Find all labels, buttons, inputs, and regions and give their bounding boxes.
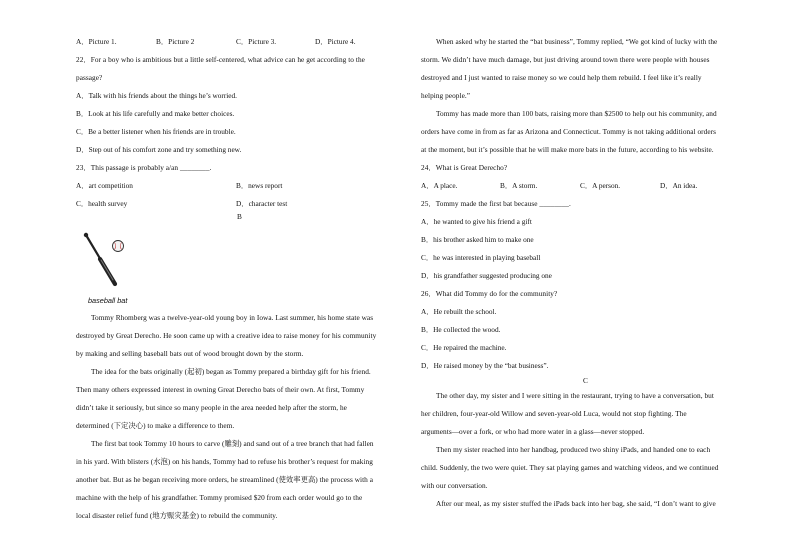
- passage-b-line: determined (下定决心) to make a difference to them.: [76, 421, 235, 430]
- passage-b-line: machine with the help of his grandfather. Tommy promised $20 from each order would go to the: [76, 493, 363, 502]
- passage-b-line: by making and selling baseball bats out of wood brought down by the storm.: [76, 349, 304, 358]
- q23-option-a[interactable]: A．art competition: [76, 181, 133, 190]
- passage-c-line: Then my sister reached into her handbag, produced two shiny iPads, and handed one to each: [436, 445, 711, 454]
- passage-c-line: arguments—over a fork, or who had more water in a glass—never stopped.: [421, 427, 645, 436]
- passage-b-line: Tommy Rhomberg was a twelve-year-old young boy in Iowa. Last summer, his home state was: [91, 313, 374, 322]
- q21-option-b[interactable]: B．Picture 2: [156, 37, 195, 46]
- passage-c-line: child. Suddenly, the two were quiet. They sat playing games and watching videos, and we continued: [421, 463, 719, 472]
- passage-b-line: Then many others expressed interest in owning Great Derecho bats of their own. At first, Tommy: [76, 385, 365, 394]
- q26-option-d[interactable]: D．He raised money by the “bat business”.: [421, 361, 549, 370]
- q25-option-a[interactable]: A．he wanted to give his friend a gift: [421, 217, 532, 226]
- passage-c-line: After our meal, as my sister stuffed the iPads back into her bag, she said, “I don’t want to give: [436, 499, 716, 508]
- q25-option-c[interactable]: C．he was interested in playing baseball: [421, 253, 541, 262]
- passage-b-line: The idea for the bats originally (起初) began as Tommy prepared a birthday gift for his friend.: [91, 367, 371, 376]
- passage-b-line: storm. We didn’t have much damage, but just driving around town there were people with houses: [421, 55, 710, 64]
- q25-option-b[interactable]: B．his brother asked him to make one: [421, 235, 534, 244]
- passage-b-line: destroyed and I just wanted to raise money so we could help them rebuild. I feel like it’s really: [421, 73, 702, 82]
- passage-b-line: The first bat took Tommy 10 hours to carve (雕刻) and sand out of a tree branch that had fallen: [91, 439, 374, 448]
- q22-option-b[interactable]: B．Look at his life carefully and make better choices.: [76, 109, 235, 118]
- q22-option-c[interactable]: C．Be a better listener when his friends are in trouble.: [76, 127, 236, 136]
- image-caption: baseball bat: [88, 296, 128, 305]
- passage-b-line: in his yard. With blisters (水泡) on his hands, Tommy had to refuse his brother’s request for making: [76, 457, 373, 466]
- passage-b-line: didn’t take it seriously, but since so many people in the area needed help after the storm, he: [76, 403, 347, 412]
- q23-stem: 23．This passage is probably a/an ________.: [76, 163, 212, 172]
- passage-c-line: her children, four-year-old Willow and seven-year-old Luca, would not stop fighting. The: [421, 409, 687, 418]
- q26-option-b[interactable]: B．He collected the wood.: [421, 325, 501, 334]
- q22-stem-line-1: 22．For a boy who is ambitious but a little self-centered, what advice can he get according to the: [76, 55, 365, 64]
- q24-option-a[interactable]: A．A place.: [421, 181, 458, 190]
- bat-icon: [84, 233, 115, 284]
- q24-option-c[interactable]: C．A person.: [580, 181, 621, 190]
- section-c-heading: C: [583, 376, 588, 385]
- q24-option-b[interactable]: B．A storm.: [500, 181, 538, 190]
- q21-option-d[interactable]: D．Picture 4.: [315, 37, 356, 46]
- passage-b-line: local disaster relief fund (地方赈灾基金) to rebuild the community.: [76, 511, 278, 520]
- q25-option-d[interactable]: D．his grandfather suggested producing one: [421, 271, 552, 280]
- passage-b-line: orders have come in from as far as Arizona and Connecticut. Tommy is not taking additional orders: [421, 127, 716, 136]
- q26-option-c[interactable]: C．He repaired the machine.: [421, 343, 507, 352]
- passage-b-line: Tommy has made more than 100 bats, raising more than $2500 to help out his community, and: [436, 109, 717, 118]
- q22-stem-line-2: passage?: [76, 73, 103, 82]
- q22-option-a[interactable]: A．Talk with his friends about the things he’s worried.: [76, 91, 238, 100]
- passage-b-line: helping people.”: [421, 91, 471, 100]
- passage-c-line: with our conversation.: [421, 481, 488, 490]
- baseball-bat-image: [80, 230, 130, 292]
- q23-option-b[interactable]: B．news report: [236, 181, 283, 190]
- q22-option-d[interactable]: D．Step out of his comfort zone and try something new.: [76, 145, 242, 154]
- section-b-heading: B: [237, 212, 242, 221]
- q26-stem: 26．What did Tommy do for the community?: [421, 289, 558, 298]
- q24-option-d[interactable]: D．An idea.: [660, 181, 698, 190]
- q25-stem: 25．Tommy made the first bat because ________.: [421, 199, 571, 208]
- right-column: [400, 0, 794, 560]
- passage-c-line: The other day, my sister and I were sitting in the restaurant, trying to have a conversation, but: [436, 391, 714, 400]
- q23-option-c[interactable]: C．health survey: [76, 199, 128, 208]
- q21-option-c[interactable]: C．Picture 3.: [236, 37, 277, 46]
- passage-b-line: destroyed by Great Derecho. He soon came up with a creative idea to raise money for his community: [76, 331, 377, 340]
- q24-stem: 24．What is Great Derecho?: [421, 163, 508, 172]
- q21-option-a[interactable]: A．Picture 1.: [76, 37, 117, 46]
- baseball-icon: [113, 241, 124, 252]
- q23-option-d[interactable]: D．character test: [236, 199, 288, 208]
- passage-b-line: another bat. But as he began receiving more orders, he streamlined (使效率更高) the process with a: [76, 475, 374, 484]
- passage-b-line: When asked why he started the “bat business”, Tommy replied, “We got kind of lucky with the: [436, 37, 718, 46]
- q26-option-a[interactable]: A．He rebuilt the school.: [421, 307, 497, 316]
- passage-b-line: at the moment, but it’s possible that he will make more bats in the future, according to his website.: [421, 145, 714, 154]
